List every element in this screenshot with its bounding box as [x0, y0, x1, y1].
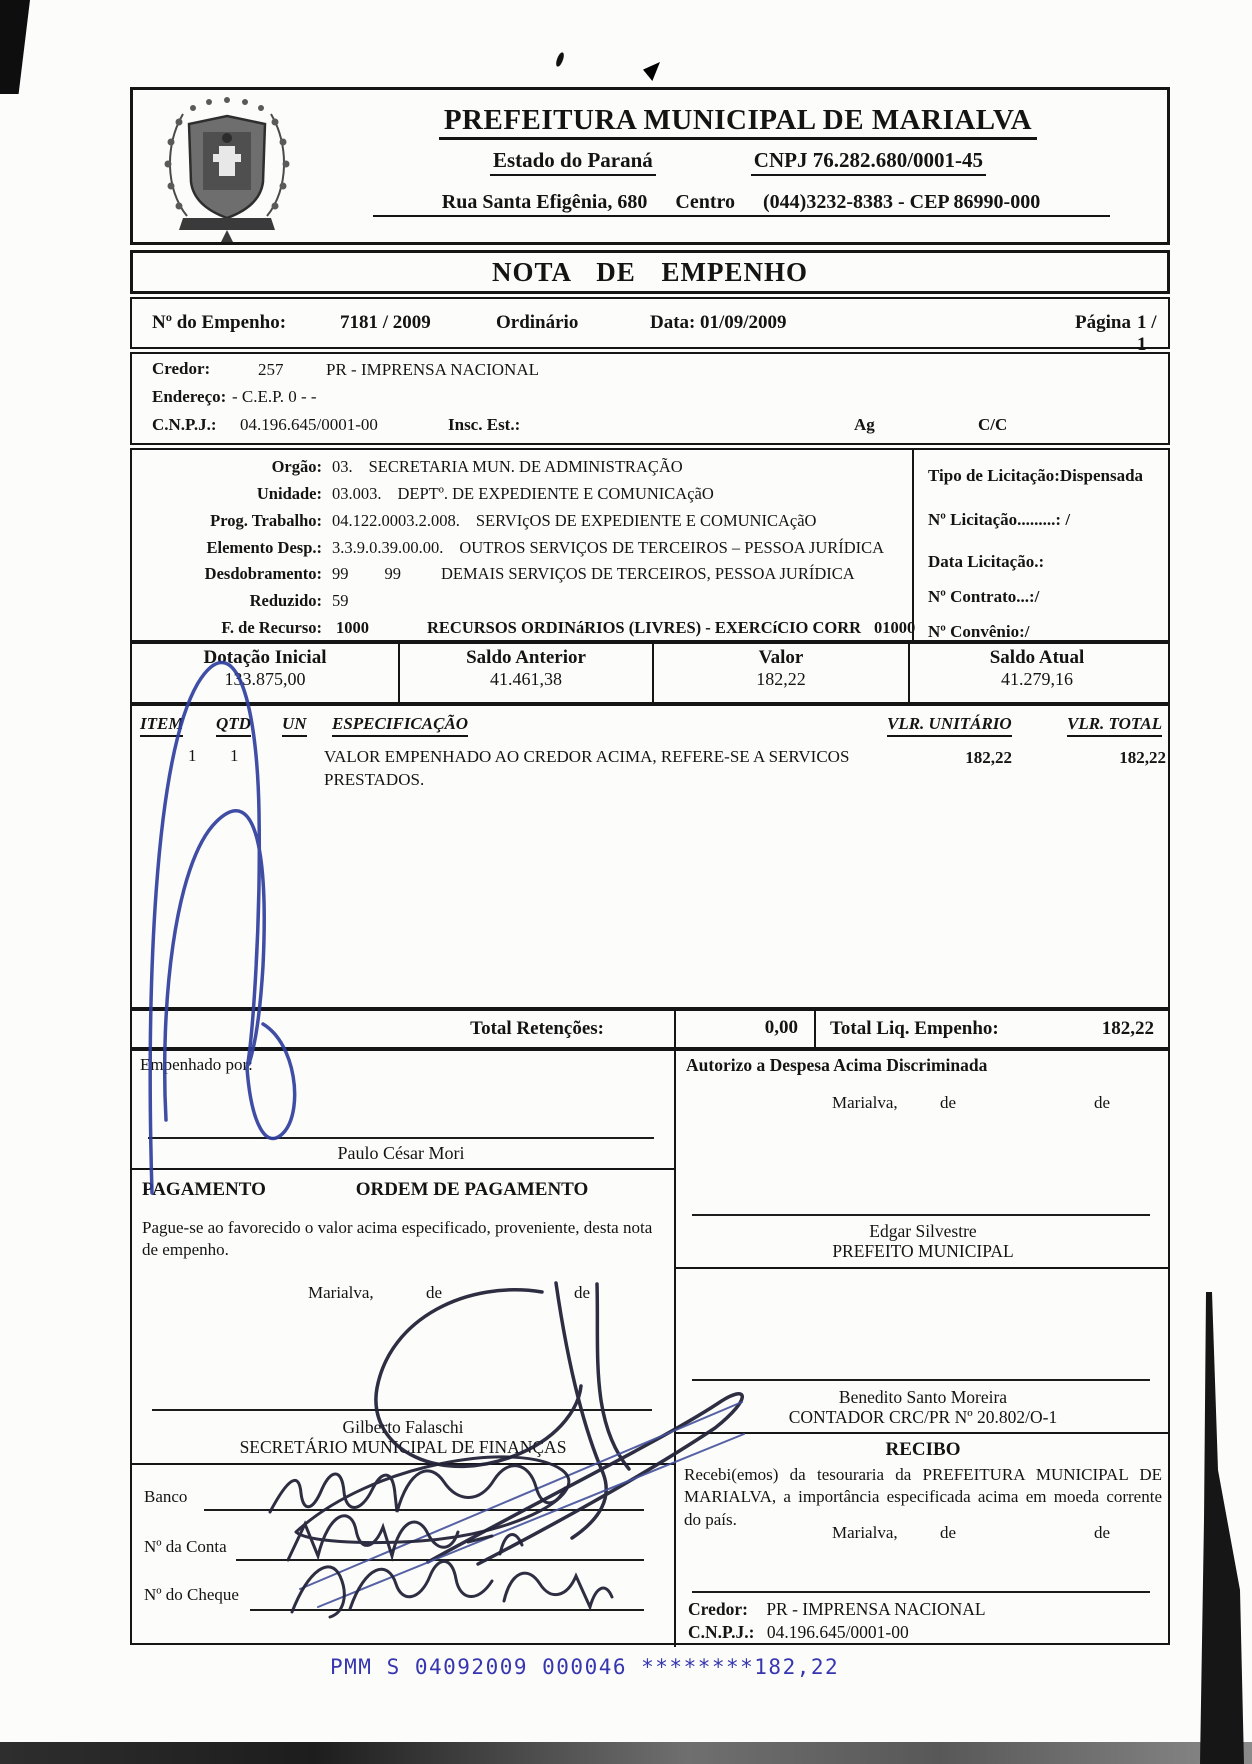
qtd-col-header: QTD: [216, 714, 251, 737]
desdobramento-code2: 99: [384, 564, 401, 583]
autorizacao-recibo-column: [674, 1051, 1170, 1647]
banco-fill-line: [204, 1509, 644, 1511]
prog-trabalho-code: 04.122.0003.2.008.: [332, 511, 460, 530]
cheque-label: Nº do Cheque: [144, 1585, 239, 1604]
item-number: 1: [188, 746, 197, 765]
vlr-unitario-col-header: VLR. UNITÁRIO: [887, 714, 1012, 737]
credor-code: 257: [258, 360, 284, 379]
scan-artifact-tick: [555, 51, 565, 67]
item-qtd: 1: [230, 746, 239, 765]
total-liq-value: 182,22: [1101, 1018, 1154, 1039]
credor-name: PR - IMPRENSA NACIONAL: [326, 360, 539, 379]
pagamento-title: PAGAMENTO: [142, 1179, 266, 1200]
reduzido-label: Reduzido:: [249, 591, 322, 610]
municipal-coat-of-arms: [153, 94, 301, 242]
licitacao-panel: [912, 450, 1170, 640]
cc-label: C/C: [978, 415, 1008, 434]
total-liq-cell: [816, 1018, 1168, 1040]
address-street: Rua Santa Efigênia, 680: [441, 191, 648, 213]
totals-row: [130, 1009, 1170, 1049]
orgao-desc: SECRETARIA MUN. DE ADMINISTRAÇÃO: [368, 457, 683, 476]
credor-cnpj-value: 04.196.645/0001-00: [240, 415, 378, 434]
scan-artifact-corner: [0, 0, 30, 94]
item-col-header: ITEM: [140, 714, 183, 737]
orgao-code: 03.: [332, 457, 353, 476]
unidade-code: 03.003.: [332, 484, 382, 503]
empenhado-name: Paulo César Mori: [337, 1143, 465, 1163]
secretario-title: SECRETÁRIO MUNICIPAL DE FINANÇAS: [239, 1437, 567, 1457]
pagamento-text: Pague-se ao favorecido o valor acima especificado, proveniente, desta nota de empenho.: [142, 1218, 653, 1260]
insc-est-label: Insc. Est.:: [448, 415, 521, 434]
empenho-number-value: 7181 / 2009: [340, 312, 431, 333]
signatures-block: [130, 1049, 1170, 1645]
total-liq-label: Total Liq. Empenho:: [830, 1018, 999, 1039]
doc-title: NOTA DE EMPENHO: [491, 257, 809, 287]
de-word: de: [1094, 1523, 1111, 1542]
secretario-name: Gilberto Falaschi: [342, 1417, 464, 1437]
item-vlr-total: 182,22: [1119, 748, 1166, 767]
data-licitacao: Data Licitação.:: [928, 552, 1045, 571]
elemento-desp-desc: OUTROS SERVIÇOS DE TERCEIROS – PESSOA JURÍDICA: [459, 538, 885, 557]
espec-col-header: ESPECIFICAÇÃO: [332, 714, 468, 737]
valor-label: Valor: [758, 647, 804, 668]
credor-cnpj-label: C.N.P.J.:: [152, 415, 217, 434]
saldo-atual-cell: [910, 644, 1164, 702]
empenho-tipo: Ordinário: [496, 312, 579, 333]
saldo-atual-label: Saldo Atual: [989, 647, 1085, 668]
prog-trabalho-row: [132, 511, 910, 531]
de-word: de: [426, 1283, 443, 1302]
cheque-fill-line: [250, 1609, 644, 1611]
divider: [676, 1432, 1170, 1434]
desdobramento-label: Desdobramento:: [204, 564, 322, 583]
fonte-recurso-label: F. de Recurso:: [221, 618, 322, 637]
desdobramento-row: [132, 564, 910, 584]
vlr-total-col-header: VLR. TOTAL: [1067, 714, 1162, 737]
prefeitura-title-row: [313, 104, 1163, 137]
un-col-header: UN: [282, 714, 307, 737]
valor-cell: [654, 644, 910, 702]
recibo-text: Recebi(emos) da tesouraria da PREFEITURA MUNICIPAL DE MARIALVA, a importância especificada acima em moeda corrente do país.: [684, 1465, 1162, 1529]
saldo-anterior-label: Saldo Anterior: [466, 647, 586, 668]
credor-block: [130, 352, 1170, 445]
prefeito-signature-line: [692, 1214, 1150, 1216]
recibo-cnpj-value: 04.196.645/0001-00: [766, 1622, 909, 1642]
city-name: Marialva,: [308, 1283, 374, 1302]
scan-artifact-mark: [643, 62, 660, 81]
scan-artifact-right-blob: [1200, 1292, 1244, 1764]
fonte-recurso-row: [132, 618, 910, 638]
fonte-recurso-desc: RECURSOS ORDINáRIOS (LIVRES) - EXERCíCIO CORR: [427, 618, 862, 637]
prefeito-name: Edgar Silvestre: [869, 1221, 977, 1241]
empenhado-por-label: Empenhado por:: [140, 1055, 253, 1074]
header-box: [130, 87, 1170, 245]
endereco-value: - C.E.P. 0 - -: [232, 387, 317, 406]
elemento-desp-label: Elemento Desp.:: [206, 538, 322, 557]
recibo-credor-label: Credor:: [688, 1599, 748, 1619]
fonte-recurso-extra-code: 01000: [874, 618, 916, 637]
contador-title: CONTADOR CRC/PR Nº 20.802/O-1: [788, 1407, 1058, 1427]
elemento-desp-row: [132, 538, 910, 558]
prefeitura-title: PREFEITURA MUNICIPAL DE MARIALVA: [439, 104, 1037, 140]
total-retencoes-label: Total Retenções:: [470, 1018, 604, 1039]
item-vlr-unitario: 182,22: [965, 748, 1012, 767]
orgao-row: [132, 457, 910, 477]
item-desc: VALOR EMPENHADO AO CREDOR ACIMA, REFERE-SE A SERVICOS PRESTADOS.: [324, 747, 850, 789]
divider: [132, 1168, 674, 1170]
unidade-label: Unidade:: [256, 484, 322, 503]
de-word: de: [940, 1523, 957, 1542]
recibo-credor-value: PR - IMPRENSA NACIONAL: [766, 1599, 986, 1619]
desdobramento-code: 99: [332, 564, 349, 583]
empenhado-signature-line: [148, 1137, 654, 1139]
de-word: de: [574, 1283, 591, 1302]
banco-label: Banco: [144, 1487, 188, 1506]
orgao-block: [130, 448, 1170, 642]
recibo-signature-line: [692, 1591, 1150, 1593]
unidade-desc: DEPTº. DE EXPEDIENTE E COMUNICAçãO: [397, 484, 714, 503]
ag-label: Ag: [854, 415, 875, 434]
city-name: Marialva,: [832, 1523, 898, 1542]
city-name: Marialva,: [832, 1093, 898, 1112]
prefeito-title: PREFEITO MUNICIPAL: [832, 1241, 1014, 1261]
prog-trabalho-label: Prog. Trabalho:: [210, 511, 322, 530]
empenho-data-value: 01/09/2009: [700, 312, 787, 333]
orgao-label: Orgão:: [271, 457, 322, 476]
budget-row: [130, 642, 1170, 704]
reduzido-row: [132, 591, 910, 611]
endereco-label: Endereço:: [152, 387, 227, 406]
total-retencoes-value: 0,00: [674, 1011, 816, 1047]
conta-fill-line: [236, 1559, 644, 1561]
scan-artifact-bottom-band: [0, 1742, 1252, 1764]
de-word: de: [1094, 1093, 1111, 1112]
recibo-title: RECIBO: [885, 1439, 961, 1460]
numero-licitacao: Nº Licitação.........: /: [928, 510, 1071, 529]
ordem-pagamento-title: ORDEM DE PAGAMENTO: [355, 1179, 589, 1200]
numero-contrato: Nº Contrato...:/: [928, 587, 1040, 606]
contador-signature-line: [692, 1379, 1150, 1381]
divider: [676, 1267, 1170, 1269]
dot-matrix-print-line: PMM S 04092009 000046 ********182,22: [330, 1655, 840, 1679]
secretario-signature-line: [152, 1409, 652, 1411]
state-label: Estado do Paraná: [490, 148, 656, 176]
address-district: Centro: [675, 191, 735, 213]
dotacao-inicial-cell: [132, 644, 400, 702]
reduzido-code: 59: [332, 591, 349, 610]
valor-value: 182,22: [756, 669, 806, 689]
tipo-licitacao: Tipo de Licitação:Dispensada: [928, 466, 1144, 485]
pagina-label: Página: [1075, 312, 1131, 333]
unidade-row: [132, 484, 910, 504]
divider: [132, 1463, 674, 1465]
recibo-cnpj-label: C.N.P.J.:: [688, 1622, 755, 1642]
empenho-data-label: Data:: [650, 312, 696, 333]
prog-trabalho-desc: SERVIçOS DE EXPEDIENTE E COMUNICAçãO: [475, 511, 817, 530]
address-phone-cep: (044)3232-8383 - CEP 86990-000: [763, 191, 1041, 213]
dotacao-inicial-value: 133.875,00: [224, 669, 306, 689]
saldo-anterior-value: 41.461,38: [490, 669, 562, 689]
fonte-recurso-code: 1000: [336, 618, 369, 637]
credor-label: Credor:: [152, 359, 211, 378]
empenho-row: [130, 297, 1170, 355]
contador-name: Benedito Santo Moreira: [838, 1387, 1008, 1407]
saldo-atual-value: 41.279,16: [1001, 669, 1073, 689]
empenhado-pagamento-column: [132, 1051, 674, 1647]
cnpj-header: CNPJ 76.282.680/0001-45: [751, 148, 986, 176]
elemento-desp-code: 3.3.9.0.39.00.00.: [332, 538, 444, 557]
doc-title-band: [130, 250, 1170, 294]
saldo-anterior-cell: [400, 644, 654, 702]
conta-label: Nº da Conta: [144, 1537, 227, 1556]
empenho-number-label: Nº do Empenho:: [152, 312, 287, 333]
dotacao-inicial-label: Dotação Inicial: [203, 647, 327, 668]
pagina-value: 1 / 1: [1137, 312, 1157, 355]
desdobramento-desc: DEMAIS SERVIÇOS DE TERCEIROS, PESSOA JURÍDICA: [441, 564, 855, 583]
autorizo-title: Autorizo a Despesa Acima Discriminada: [686, 1055, 988, 1075]
items-table: [130, 704, 1170, 1009]
de-word: de: [940, 1093, 957, 1112]
numero-convenio: Nº Convênio:/: [928, 622, 1030, 641]
